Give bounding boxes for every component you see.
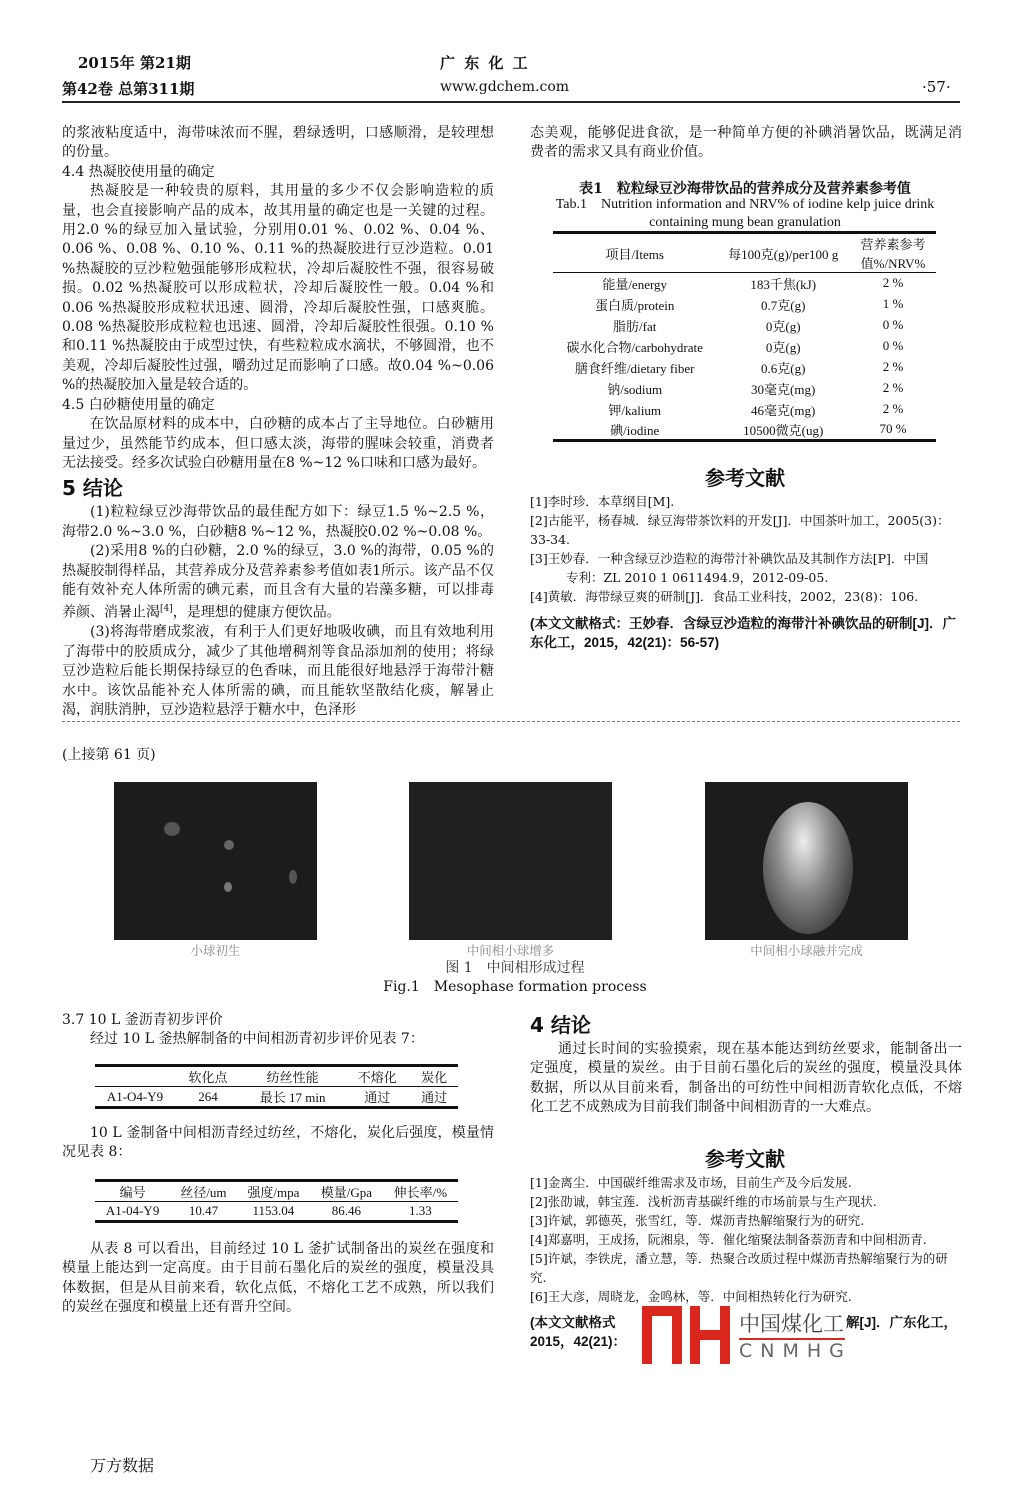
table-cell: 0 % [882,338,904,353]
paragraph [62,542,494,623]
table-row [553,378,936,399]
strength-table-8 [95,1179,458,1223]
article2-left-column [62,1011,494,1050]
paragraph: 10 L 釜制备中间相沥青经过纺丝，不熔化，炭化后强度，模量情况见表 8： [62,1125,494,1161]
paragraph: 的浆液粘度适中，海带味浓而不腥，碧绿透明，口感顺滑，是较理想的份量。 [62,125,494,161]
paragraph: 热凝胶是一种较贵的原料，其用量的多少不仅会影响造粒的质量，也会直接影响产品的成本，故其用量的确定也是一关键的过程。用2.0 %的绿豆加入量试验，分别用0.01 %、0.02 %、0.04 %、0.06 %、0.08 %、0.10 %、0.11 %的热凝胶进行豆沙造粒。0.01 %热凝胶的豆沙粒勉强能够形成粒状，冷却后凝胶性不强，很容易破损。0.02 %热凝胶可以形成粒状，冷却后凝胶性一般。0.04 %和0.06 %热凝胶形成粒状迅速、圆滑，冷却后凝胶性强，口感爽脆。0.08 %热凝胶形成粒粒也迅速、圆滑，冷却后凝胶性很强。0.10 %和0.11 %热凝胶由于成型过快，有些粒粒成水滴状，不够圆滑，也不美观，冷却后凝胶性过强，嚼劲过足而影响了口感。故0.04 %~0.06 %的热凝胶加入量是较合适的。 [62,183,494,394]
micrograph-3 [705,782,908,940]
section-heading: 4.5 白砂糖使用量的确定 [62,396,215,413]
table-cell: 钠/sodium [607,381,663,397]
reference-item: [4]郑嘉明，王成扬，阮湘泉，等．催化缩聚法制备萘沥青和中间相沥青. [530,1232,927,1247]
table-cell: 86.46 [331,1203,362,1218]
section-heading: 5 结论 [62,476,123,501]
citation-ref[interactable]: [4] [160,604,173,615]
table-cell: A1-04-Y9 [105,1203,160,1218]
table-cell: 通过 [364,1090,391,1105]
figure-title-cn: 图 1 中间相形成过程 [445,960,585,976]
section-heading: 4.4 热凝胶使用量的确定 [62,163,215,180]
reference-item: [2]张劭诚，韩宝莲．浅析沥青基碳纤维的市场前景与生产现状. [530,1194,877,1209]
page-number: ·57· [922,78,951,96]
coalesced-mesophase [763,802,853,934]
mesophase-sphere [224,840,234,850]
article1-right-column [530,124,962,163]
table-row [553,357,936,378]
figure-caption: 中间相小球增多 [466,943,555,958]
table-row [553,336,936,357]
column-header: 不熔化 [357,1070,397,1085]
table1-title-en: Tab.1 Nutrition information and NRV% of iodine kelp juice drink containing mung bean granulation [555,197,935,230]
journal-website[interactable]: www.gdchem.com [440,79,570,95]
table-row [553,420,936,441]
mesophase-sphere [164,822,180,836]
article-divider [62,721,960,722]
evaluation-table-7 [95,1064,458,1109]
table-cell: 脂肪/fat [613,318,657,334]
column-header: 丝径/um [180,1185,227,1200]
figure-caption: 中间相小球融并完成 [750,943,863,958]
table-cell: 膳食纤维/dietary fiber [574,360,695,376]
reference-item: [6]王大彦，周晓龙，金鸣林，等．中间相热转化行为研究. [530,1289,852,1304]
table-cell: A1-O4-Y9 [106,1088,164,1104]
column-header: 软化点 [188,1070,228,1085]
table-row [553,273,936,294]
reference-item: [4]黄敏．海带绿豆爽的研制[J]．食品工业科技，2002，23(8)：106. [530,589,919,604]
article2-right-column [530,1010,962,1118]
paragraph: 态美观，能够促进食欲，是一种简单方便的补碘消暑饮品，既满足消费者的需求又具有商业价值。 [530,125,962,161]
table-cell: 0 % [882,317,904,332]
citation-format-a: (本文文献格式 [530,1315,616,1330]
table-cell: 0克(g) [765,339,801,355]
table-cell: 0.7克(g) [760,297,806,313]
table-cell: 264 [198,1088,218,1104]
paragraph: 通过长时间的实验摸索，现在基本能达到纺丝要求，能制备出一定强度，模量的炭丝。由于目前石墨化后的炭丝的强度，模量没具体数据，所以从目前来看，制备出的可纺性中间相沥青软化点低，不熔化工艺不成熟成为目前我们制备中间相沥青的一大难点。 [530,1041,962,1116]
table-cell: 碘/iodine [610,422,660,438]
table-cell: 0克(g) [765,318,801,334]
reference-item: [2]古能平，杨春城．绿豆海带茶饮料的开发[J]．中国茶叶加工，2005(3)：33-34. [530,513,950,547]
column-header: 项目/Items [605,246,664,262]
reference-item: [1]李时珍．本草纲目[M]. [530,494,675,509]
table-cell: 46毫克(mg) [751,402,816,418]
logo-text-en: CNMHG [739,1340,852,1362]
cnmhg-logo-icon [642,1306,732,1364]
citation-format-b: 解[J]．广东化工， [846,1315,957,1330]
table-cell: 2 % [882,359,904,374]
figure-title-en: Fig.1 Mesophase formation process [383,979,647,995]
micrograph-2 [409,782,612,940]
table-cell: 183千焦(kJ) [750,276,817,292]
column-header: 编号 [119,1185,146,1200]
issue-label: 2015年 第21期 [78,54,191,72]
column-header: 伸长率/% [393,1185,448,1200]
column-header: 强度/mpa [247,1185,300,1200]
table-cell: 2 % [882,380,904,395]
column-header: 纺丝性能 [266,1070,319,1085]
table-cell: 1.33 [408,1203,432,1218]
column-header [95,1066,175,1087]
table-cell: 最长 17 min [259,1090,326,1105]
article2-left-column-2 [62,1124,494,1163]
column-header: 模量/Gpa [320,1185,373,1200]
table-cell: 碳水化合物/carbohydrate [566,339,703,355]
table-row [553,399,936,420]
table-row [553,294,936,315]
references-title: 参考文献 [705,1147,785,1171]
paragraph: (1)粒粒绿豆沙海带饮品的最佳配方如下：绿豆1.5 %~2.5 %，海带2.0 %~3.0 %，白砂糖8 %~12 %，热凝胶0.02 %~0.08 %。 [62,504,494,540]
text: (2)采用8 %的白砂糖，2.0 %的绿豆，3.0 %的海带，0.05 %的热凝胶制得样品，其营养成分及营养素参考值如表1所示。该产品不仅能有效补充人体所需的碘元素，而且含有大量的岩藻多糖，可以排毒养颜、消暑止渴 [62,543,494,621]
column-header: 炭化 [421,1070,448,1085]
micrograph-1 [114,782,317,940]
table-cell: 30毫克(mg) [751,381,816,397]
article1-left-column [62,124,494,720]
references-list [530,1173,962,1306]
table-cell: 10500微克(ug) [743,422,824,438]
table-cell: 能量/energy [602,276,668,292]
column-header: 每100克(g)/per100 g [728,246,839,262]
table-cell: 2 % [882,275,904,291]
table-cell: 1 % [882,296,904,311]
mesophase-sphere [289,870,297,884]
nutrition-table [553,231,936,442]
mesophase-sphere [224,882,232,892]
table-cell: 70 % [879,421,907,437]
text: ，是理想的健康方便饮品。 [172,605,341,621]
footer-watermark: 万方数据 [90,1456,155,1475]
figure-caption: 小球初生 [190,943,241,958]
logo-text-cn: 中国煤化工 [739,1308,845,1340]
reference-item: [3]许斌，郭德英，张雪红，等．煤沥青热解缩聚行为的研究. [530,1213,865,1228]
reference-item: 专利：ZL 2010 1 0611494.9，2012-09-05. [566,570,829,585]
citation-format: (本文文献格式：王妙春．含绿豆沙造粒的海带汁补碘饮品的研制[J]．广东化工，2015，42(21)：56-57) [530,616,956,650]
volume-label: 第42卷 总第311期 [62,80,195,98]
column-header: 营养素参考值%/NRV% [860,237,926,271]
table-cell: 1153.04 [252,1203,295,1218]
table1-title-cn: 表1 粒粒绿豆沙海带饮品的营养成分及营养素参考值 [579,181,911,197]
table-row [553,315,936,336]
nutrition-table-body [553,273,936,441]
paragraph: 经过 10 L 釜热解制备的中间相沥青初步评价见表 7： [90,1031,424,1048]
paragraph: 从表 8 可以看出，目前经过 10 L 釜扩试制备出的炭丝在强度和模量上能达到一定高度。由于目前石墨化后的炭丝的强度，模量没具体数据，但是从目前来看，软化点低，不熔化工艺不成熟，所以我们的炭丝在强度和模量上还有晋升空间。 [62,1241,494,1316]
table-cell: 10.47 [188,1203,219,1218]
table-cell: 通过 [421,1090,448,1105]
article2-left-column-3 [62,1240,494,1318]
table-cell: 0.6克(g) [760,360,806,376]
paragraph: (3)将海带磨成浆液，有利于人们更好地吸收碘，而且有效地利用了海带中的胶质成分，减少了其他增稠剂等食品添加剂的使用；将绿豆沙造粒后能长期保持绿豆的色香味，而且能很好地悬浮于海带汁糖水中。该饮品能补充人体所需的碘，而且能软坚散结化痰，解暑止渴，润肤消肿，豆沙造粒悬浮于糖水中，色泽形 [62,624,494,719]
paragraph: 在饮品原材料的成本中，白砂糖的成本占了主导地位。白砂糖用量过少，虽然能节约成本，但口感太淡，海带的腥味会较重，消费者无法接受。经多次试验白砂糖用量在8 %~12 %口味和口感为最好。 [62,416,494,471]
journal-name: 广 东 化 工 [440,54,530,72]
section-heading: 3.7 10 L 釜沥青初步评价 [62,1012,223,1028]
reference-item: [5]许斌，李铁虎，潘立慧，等．热聚合改质过程中煤沥青热解缩聚行为的研究. [530,1251,948,1285]
reference-item: [1]金离尘．中国碳纤维需求及市场，目前生产及今后发展. [530,1175,852,1190]
header-rule [62,101,960,103]
references-list [530,492,962,606]
reference-item: [3]王妙春．一种含绿豆沙造粒的海带汁补碘饮品及其制作方法[P]．中国 [530,551,929,566]
table-cell: 钾/kalium [608,402,662,418]
table-cell: 2 % [882,401,904,416]
citation-format-c: 2015，42(21)： [530,1334,627,1349]
continued-note: (上接第 61 页) [62,747,156,763]
section-heading: 4 结论 [530,1013,591,1037]
references-title: 参考文献 [705,466,785,490]
table-cell: 蛋白质/protein [594,297,675,313]
